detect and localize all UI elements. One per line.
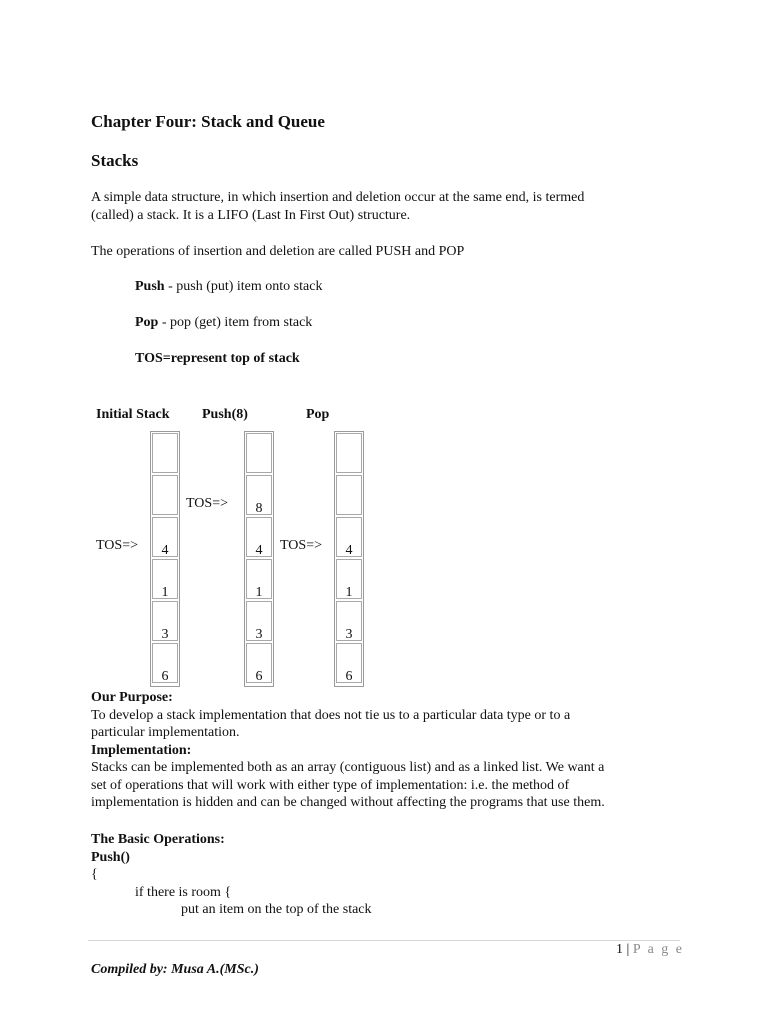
purpose-heading: Our Purpose: xyxy=(91,690,173,705)
stack-initial xyxy=(150,431,180,687)
implementation-line-2: set of operations that will work with either type of implementation: i.e. the method of xyxy=(91,777,570,793)
pop-term: Pop xyxy=(135,315,159,330)
code-line-1: if there is room { xyxy=(135,884,232,900)
push-definition xyxy=(135,278,322,296)
stack-cell: 6 xyxy=(152,643,178,683)
stack-cell xyxy=(246,433,272,473)
stack-push-8 xyxy=(244,431,274,687)
page-number-value: 1 xyxy=(616,942,623,957)
stack-cell xyxy=(336,433,362,473)
purpose-line-1: To develop a stack implementation that does not tie us to a particular data type or to a xyxy=(91,707,571,723)
stack-cell: 8 xyxy=(246,475,272,515)
tos-definition xyxy=(135,350,300,368)
footer-divider xyxy=(88,940,680,941)
implementation-heading: Implementation: xyxy=(91,742,192,758)
header-push-8: Push(8) xyxy=(202,407,248,422)
stack-cell: 4 xyxy=(336,517,362,557)
page-word: P a g e xyxy=(632,942,685,957)
implementation-line-1: Stacks can be implemented both as an array (contiguous list) and as a linked list. We want a xyxy=(91,760,605,775)
purpose-section xyxy=(91,689,651,812)
header-initial-stack: Initial Stack xyxy=(96,407,170,422)
code-line-2: put an item on the top of the stack xyxy=(181,902,372,917)
intro-line-2: (called) a stack. It is a LIFO (Last In First Out) structure. xyxy=(91,207,411,223)
header-pop: Pop xyxy=(306,407,330,422)
tos-term: TOS=represent top of stack xyxy=(135,351,300,366)
stack-cell: 6 xyxy=(246,643,272,683)
implementation-line-3: implementation is hidden and can be changed without affecting the programs that use them. xyxy=(91,795,605,810)
stack-cell: 3 xyxy=(246,601,272,641)
push-description: - push (put) item onto stack xyxy=(164,279,323,294)
operations-intro: The operations of insertion and deletion are called PUSH and POP xyxy=(91,244,465,259)
chapter-title: Chapter Four: Stack and Queue xyxy=(91,112,325,131)
stack-cell: 3 xyxy=(336,601,362,641)
page-separator: | xyxy=(626,942,630,957)
push-term: Push xyxy=(135,279,165,294)
compiled-by: Compiled by: Musa A.(MSc.) xyxy=(91,962,259,977)
stack-cell: 4 xyxy=(246,517,272,557)
basic-operations-section xyxy=(91,831,372,919)
push-function-name: Push() xyxy=(91,849,130,865)
tos-marker-pop: TOS=> xyxy=(280,538,322,553)
stack-cell: 1 xyxy=(152,559,178,599)
stack-cell: 4 xyxy=(152,517,178,557)
stack-cell: 1 xyxy=(246,559,272,599)
intro-paragraph xyxy=(91,189,651,224)
tos-marker-push: TOS=> xyxy=(186,496,228,511)
pop-description: - pop (get) item from stack xyxy=(158,315,313,330)
stack-cell: 3 xyxy=(152,601,178,641)
stack-cell xyxy=(336,475,362,515)
stack-cell: 1 xyxy=(336,559,362,599)
page-number xyxy=(616,942,684,958)
tos-marker-initial: TOS=> xyxy=(96,538,138,553)
section-heading-stacks: Stacks xyxy=(91,151,139,170)
stack-cell xyxy=(152,433,178,473)
stack-cell: 6 xyxy=(336,643,362,683)
pop-definition xyxy=(135,314,312,332)
purpose-line-2: particular implementation. xyxy=(91,725,240,740)
intro-line-1: A simple data structure, in which insertion and deletion occur at the same end, is termed xyxy=(91,190,585,205)
basic-operations-heading: The Basic Operations: xyxy=(91,832,225,847)
open-brace: { xyxy=(91,867,98,882)
stack-pop xyxy=(334,431,364,687)
stack-cell xyxy=(152,475,178,515)
